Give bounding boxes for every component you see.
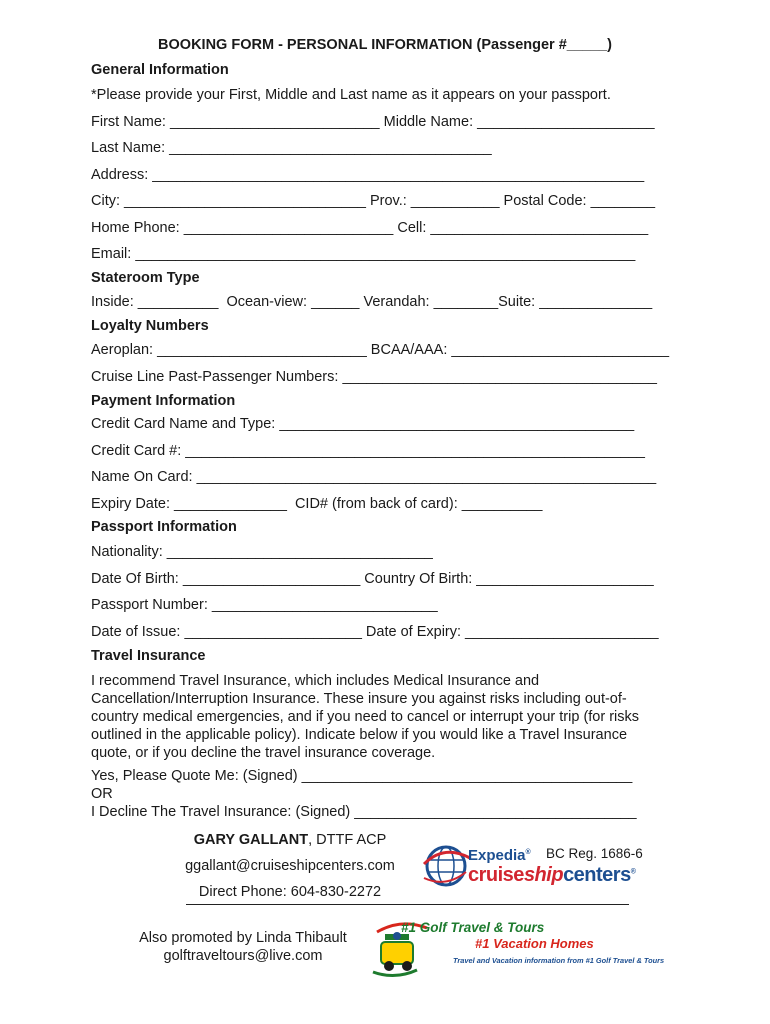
expiry-cid-field[interactable]: Expiry Date: ______________ CID# (from back of card): __________ xyxy=(91,496,543,512)
promoter-email: golftraveltours@live.com xyxy=(163,948,323,964)
birth-date-country-field[interactable]: Date Of Birth: ______________________ Country Of Birth: ______________________ xyxy=(91,571,654,587)
cruise-line-passenger-field[interactable]: Cruise Line Past-Passenger Numbers: _______________________________________ xyxy=(91,369,657,385)
agent-credentials: , DTTF ACP xyxy=(308,832,387,848)
divider-line xyxy=(186,904,629,905)
centers-text: centers xyxy=(563,864,631,886)
section-general-info: General Information xyxy=(91,62,229,78)
agent-name-bold: GARY GALLANT xyxy=(193,832,309,848)
credit-card-name-type-field[interactable]: Credit Card Name and Type: ____________________________________________ xyxy=(91,416,635,432)
decline-signature-field[interactable]: I Decline The Travel Insurance: (Signed) ___________________________________ xyxy=(91,804,637,820)
first-middle-name-field[interactable]: First Name: __________________________ Middle Name: ______________________ xyxy=(91,114,655,130)
cruise-registered-mark: ® xyxy=(630,868,636,876)
ship-text: ship xyxy=(523,864,564,886)
section-travel-insurance: Travel Insurance xyxy=(91,648,206,664)
cruiseshipcenters-logo xyxy=(420,838,645,894)
city-prov-postal-field[interactable]: City: ______________________________ Prov.: ___________ Postal Code: ________ xyxy=(91,193,656,209)
name-on-card-field[interactable]: Name On Card: _________________________________________________________ xyxy=(91,469,657,485)
stateroom-options-field[interactable]: Inside: __________ Ocean-view: ______ Verandah: ________Suite: ______________ xyxy=(91,294,653,310)
agent-email: ggallant@cruiseshipcenters.com xyxy=(185,858,395,874)
expedia-wordmark xyxy=(468,847,531,864)
passport-name-note: *Please provide your First, Middle and Last name as it appears on your passport. xyxy=(91,87,611,103)
agent-name xyxy=(170,832,410,848)
email-field[interactable]: Email: ______________________________________________________________ xyxy=(91,246,636,262)
agent-phone: Direct Phone: 604-830-2272 xyxy=(198,884,382,900)
vacation-homes-text: #1 Vacation Homes xyxy=(475,936,594,951)
expedia-text: Expedia xyxy=(468,847,526,864)
promoter-name: Also promoted by Linda Thibault xyxy=(139,930,347,946)
cruise-text: cruise xyxy=(468,864,524,886)
nationality-field[interactable]: Nationality: _________________________________ xyxy=(91,544,433,560)
section-passport-info: Passport Information xyxy=(91,519,237,535)
section-loyalty-numbers: Loyalty Numbers xyxy=(91,318,209,334)
section-stateroom-type: Stateroom Type xyxy=(91,270,200,286)
issue-expiry-date-field[interactable]: Date of Issue: ______________________ Date of Expiry: ________________________ xyxy=(91,624,659,640)
aeroplan-bcaa-field[interactable]: Aeroplan: __________________________ BCAA/AAA: ___________________________ xyxy=(91,342,670,358)
golf-travel-logo xyxy=(371,918,691,988)
form-title: BOOKING FORM - PERSONAL INFORMATION (Passenger #_____) xyxy=(158,37,612,53)
phone-cell-field[interactable]: Home Phone: __________________________ Cell: ___________________________ xyxy=(91,220,649,236)
golf-tagline: Travel and Vacation information from #1 Golf Travel & Tours xyxy=(453,956,665,965)
bc-registration: BC Reg. 1686-6 xyxy=(546,846,643,861)
insurance-paragraph: I recommend Travel Insurance, which includes Medical Insurance and Cancellation/Interruption Insurance. These insure you against risks including out-of-country medical emergencies, and if you need to cancel or interrupt your trip (for risks outlined in the applicable policy). Indicate below if you would like a Travel Insurance quote, or if you decline the travel insurance coverage. xyxy=(91,673,640,761)
address-field[interactable]: Address: _____________________________________________________________ xyxy=(91,167,645,183)
or-label: OR xyxy=(91,786,113,802)
section-payment-info: Payment Information xyxy=(91,393,236,409)
last-name-field[interactable]: Last Name: ________________________________________ xyxy=(91,140,492,156)
golf-travel-title: #1 Golf Travel & Tours xyxy=(401,920,545,935)
passport-number-field[interactable]: Passport Number: ____________________________ xyxy=(91,597,438,613)
credit-card-number-field[interactable]: Credit Card #: _________________________________________________________ xyxy=(91,443,645,459)
quote-signature-field[interactable]: Yes, Please Quote Me: (Signed) _________________________________________ xyxy=(91,768,633,784)
expedia-registered-mark: ® xyxy=(525,849,531,856)
cruiseshipcenters-wordmark xyxy=(468,864,635,887)
